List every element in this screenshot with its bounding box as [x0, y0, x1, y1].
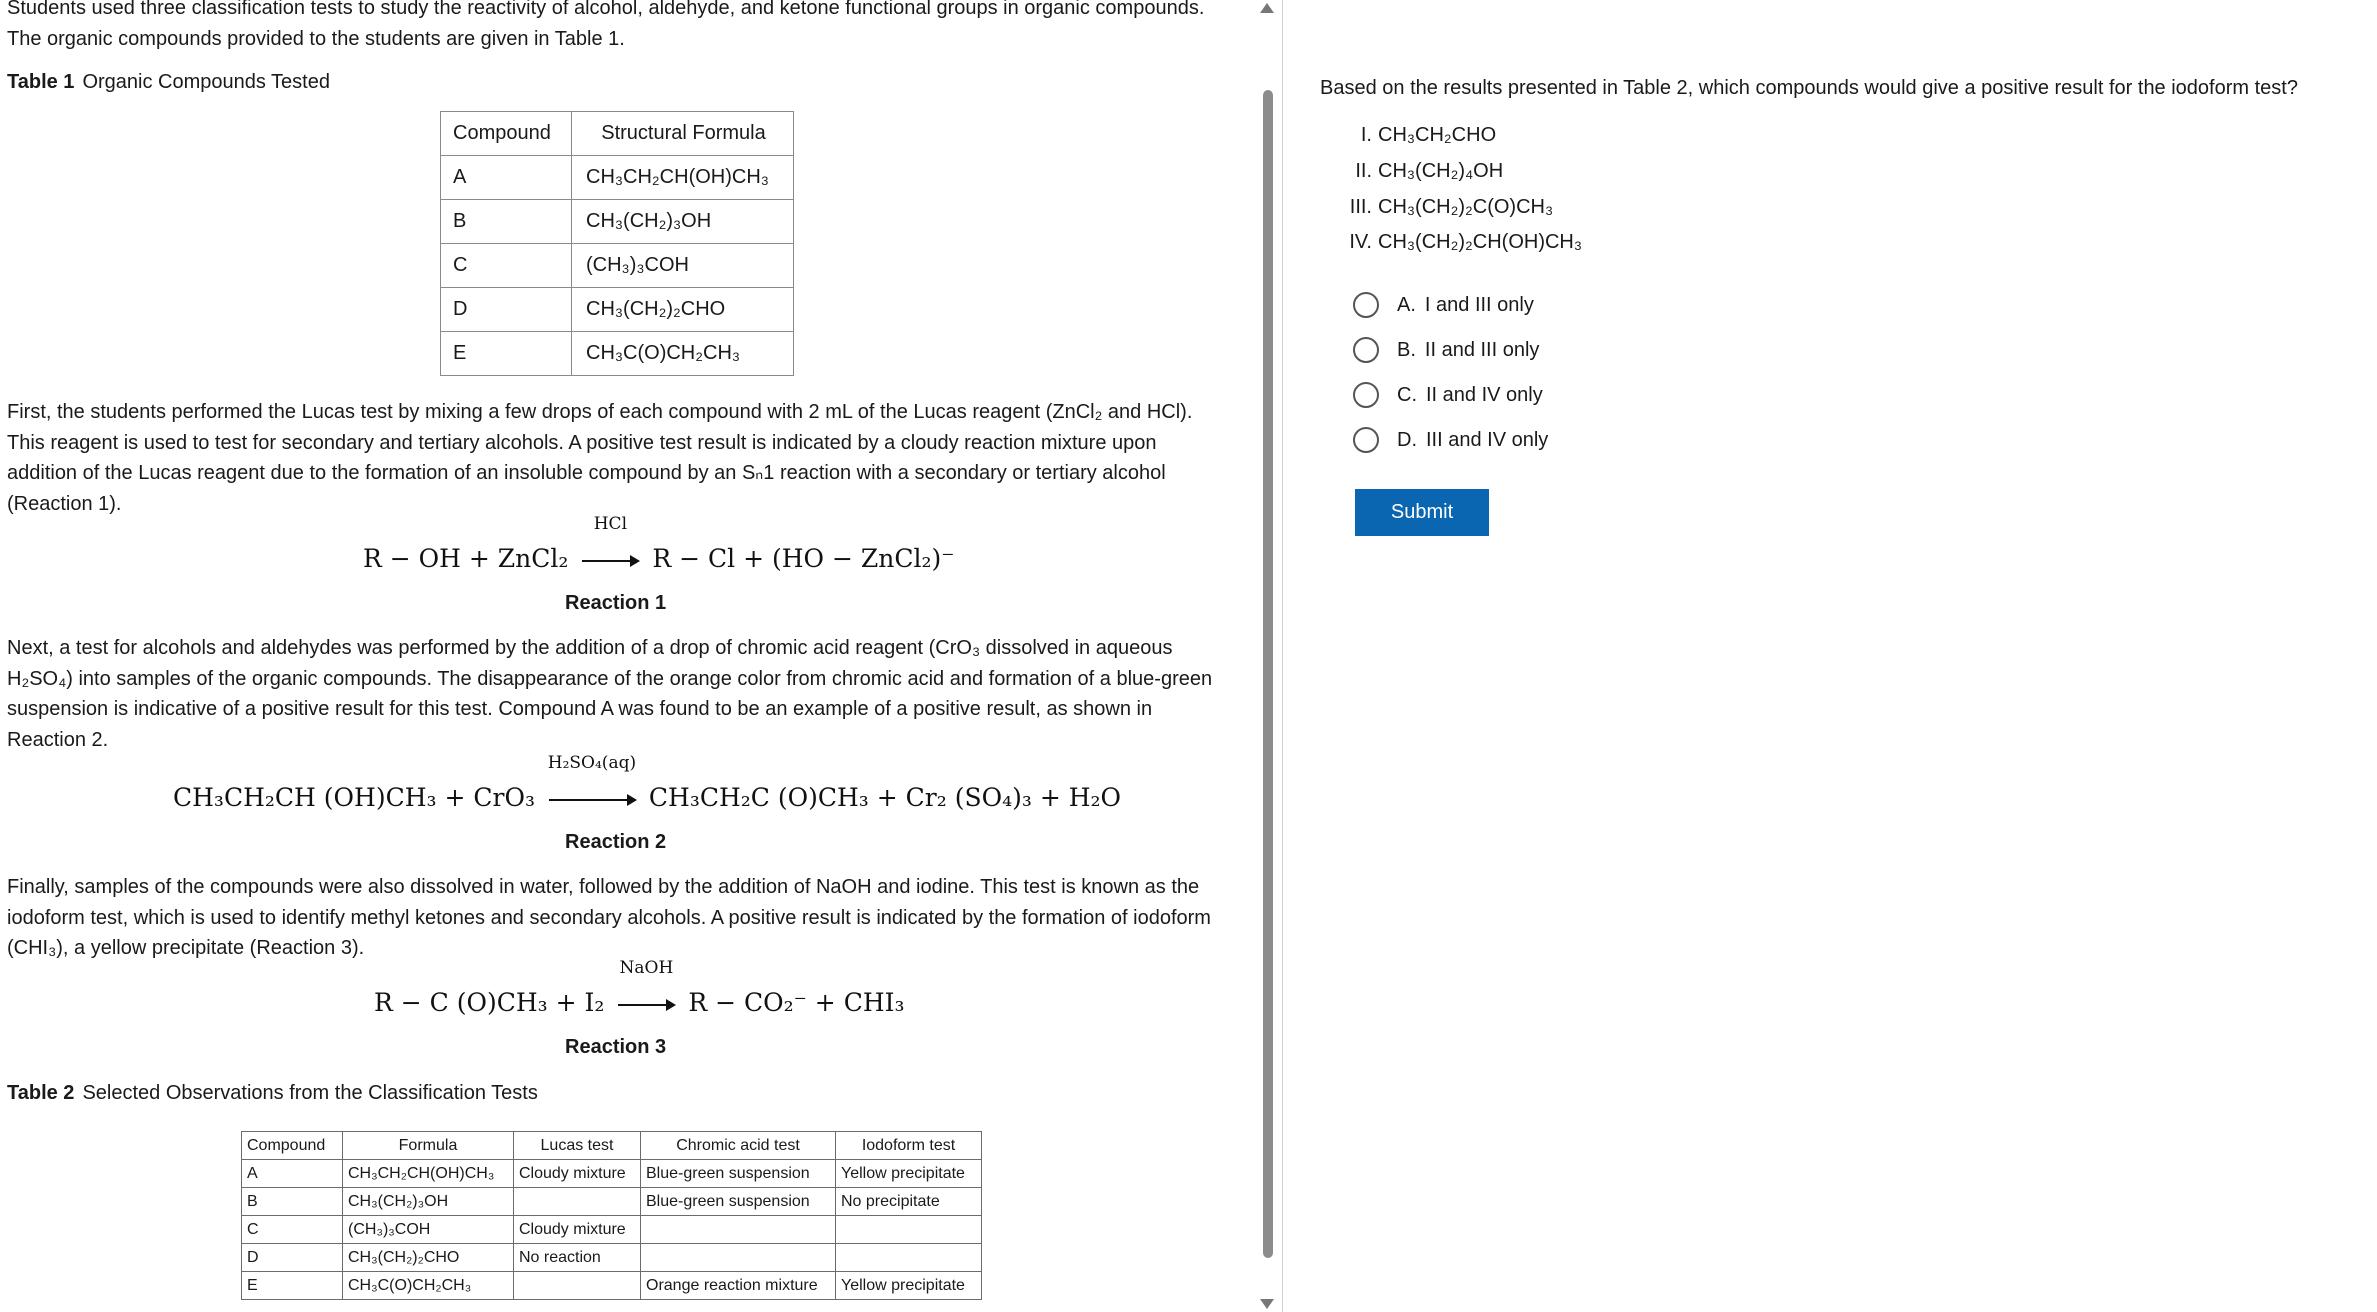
passage-scrollbar[interactable] [1256, 0, 1278, 1312]
chromic-paragraph: Next, a test for alcohols and aldehydes was performed by the addition of a drop of chromic acid reagent (CrO₃ dissolved in aqueous H₂SO₄) into samples of the organic compounds. The disappearance of the orange color from chromic acid and formation of a blue-green suspension is indicative of a positive result for this test. Compound A was found to be an example of a positive result, as shown in Reaction 2. [7, 637, 1213, 751]
iodoform-paragraph: Finally, samples of the compounds were also dissolved in water, followed by the addition of NaOH and iodine. This test is known as the iodoform test, which is used to identify methyl ketones and secondary alcohols. A positive result is indicated by the formation of iodoform (CHI₃), a yellow precipitate (Reaction 3). [7, 876, 1211, 959]
reaction3-reagent: NaOH [619, 958, 674, 978]
table2-cell [641, 1244, 836, 1272]
table-row [242, 1244, 982, 1272]
reaction3-reactants: R − C (O)CH₃ + I₂ [374, 988, 605, 1017]
table1-formula-cell: (CH₃)₃COH [572, 244, 794, 288]
table1-caption [7, 70, 330, 94]
table2-cell: B [242, 1188, 343, 1216]
panel-divider [1282, 0, 1283, 1312]
table2-cell: Yellow precipitate [836, 1272, 982, 1300]
table2-title: Selected Observations from the Classification Tests [82, 1082, 538, 1104]
roman-numeral: II. [1355, 160, 1372, 182]
scroll-thumb[interactable] [1263, 90, 1273, 1258]
table2-cell [836, 1244, 982, 1272]
reaction1-label: Reaction 1 [565, 592, 667, 614]
table2-cell: CH₃C(O)CH₂CH₃ [343, 1272, 514, 1300]
radio-button-icon[interactable] [1353, 337, 1379, 363]
table2-cell: Orange reaction mixture [641, 1272, 836, 1300]
question-stem: Based on the results presented in Table 2, which compounds would give a positive result for the iodoform test? [1320, 77, 2298, 99]
reaction1-reactants: R − OH + ZnCl₂ [363, 544, 569, 573]
lucas-paragraph: First, the students performed the Lucas test by mixing a few drops of each compound with 2 mL of the Lucas reagent (ZnCl₂ and HCl). This reagent is used to test for secondary and tertiary alcohols. A positive test result is indicated by a cloudy reaction mixture upon addition of the Lucas reagent due to the formation of an insoluble compound by an Sₙ1 reaction with a secondary or tertiary alcohol (Reaction 1). [7, 401, 1193, 515]
table1-header-cell: Compound [441, 112, 572, 156]
choice-text: I and III only [1424, 293, 1534, 316]
table2-cell: Blue-green suspension [641, 1160, 836, 1188]
table1-compound-cell: D [441, 288, 572, 332]
table2-cell: CH₃CH₂CH(OH)CH₃ [343, 1160, 514, 1188]
reaction3-equation [374, 958, 905, 1017]
table2-cell: Cloudy mixture [514, 1216, 641, 1244]
table-row [441, 332, 794, 376]
reaction2-products: CH₃CH₂C (O)CH₃ + Cr₂ (SO₄)₃ + H₂O [648, 783, 1122, 812]
table2-cell: C [242, 1216, 343, 1244]
table2-header-cell: Chromic acid test [641, 1132, 836, 1160]
table1 [440, 111, 794, 376]
choice-letter: C. [1397, 383, 1417, 406]
choice-d[interactable] [1353, 424, 1548, 456]
table2 [241, 1131, 982, 1300]
table2-header-cell: Iodoform test [836, 1132, 982, 1160]
reaction1-arrow [580, 514, 640, 573]
roman-numeral: I. [1360, 124, 1372, 146]
table2-label: Table 2 [7, 1082, 75, 1104]
intro-paragraph: Students used three classification tests to study the reactivity of alcohol, aldehyde, and ketone functional groups in organic compounds. The organic compounds provided to the students are given in Table 1. [7, 0, 1205, 50]
reaction2-reagent: H₂SO₄(aq) [547, 753, 637, 773]
table-row [441, 288, 794, 332]
reaction1-products: R − Cl + (HO − ZnCl₂)⁻ [652, 544, 955, 573]
choice-text: II and III only [1424, 338, 1540, 361]
reaction2-equation [173, 753, 1122, 812]
choice-b[interactable] [1353, 334, 1539, 366]
table1-compound-cell: B [441, 200, 572, 244]
table1-formula-cell: CH₃CH₂CH(OH)CH₃ [572, 156, 794, 200]
choice-a[interactable] [1353, 289, 1534, 321]
table1-title: Organic Compounds Tested [82, 71, 330, 93]
table2-cell [836, 1216, 982, 1244]
table1-formula-cell: CH₃C(O)CH₂CH₃ [572, 332, 794, 376]
table2-cell: No reaction [514, 1244, 641, 1272]
radio-button-icon[interactable] [1353, 427, 1379, 453]
table2-cell: (CH₃)₃COH [343, 1216, 514, 1244]
table1-compound-cell: A [441, 156, 572, 200]
table1-formula-cell: CH₃(CH₂)₃OH [572, 200, 794, 244]
roman-numeral: IV. [1349, 231, 1372, 253]
table-row [242, 1188, 982, 1216]
roman-item [1320, 160, 1503, 183]
table2-cell: A [242, 1160, 343, 1188]
roman-numeral: III. [1349, 196, 1372, 218]
table-row [441, 244, 794, 288]
roman-item [1320, 124, 1496, 147]
reaction1-reagent: HCl [593, 514, 628, 534]
table2-cell: Blue-green suspension [641, 1188, 836, 1216]
roman-item-text: CH₃(CH₂)₄OH [1378, 160, 1504, 182]
roman-item-text: CH₃(CH₂)₂C(O)CH₃ [1378, 196, 1554, 218]
table1-formula-cell: CH₃(CH₂)₂CHO [572, 288, 794, 332]
reaction1-equation [363, 514, 955, 573]
reaction3-products: R − CO₂⁻ + CHI₃ [688, 988, 905, 1017]
roman-item [1320, 196, 1553, 219]
table1-header-row [441, 112, 794, 156]
table1-label: Table 1 [7, 71, 75, 93]
reaction3-label: Reaction 3 [565, 1036, 667, 1058]
radio-button-icon[interactable] [1353, 382, 1379, 408]
choice-text: II and IV only [1426, 383, 1543, 406]
table1-compound-cell: E [441, 332, 572, 376]
table2-cell: No precipitate [836, 1188, 982, 1216]
choice-letter: A. [1397, 293, 1416, 316]
table2-cell: Yellow precipitate [836, 1160, 982, 1188]
roman-item-text: CH₃CH₂CHO [1378, 124, 1497, 146]
table2-cell: CH₃(CH₂)₃OH [343, 1188, 514, 1216]
table2-header-cell: Lucas test [514, 1132, 641, 1160]
table-row [441, 156, 794, 200]
table2-cell: CH₃(CH₂)₂CHO [343, 1244, 514, 1272]
radio-button-icon[interactable] [1353, 292, 1379, 318]
reaction2-arrow [547, 753, 637, 812]
reaction3-arrow [616, 958, 676, 1017]
table2-cell [641, 1216, 836, 1244]
table-row [441, 200, 794, 244]
table2-cell: D [242, 1244, 343, 1272]
reaction2-reactants: CH₃CH₂CH (OH)CH₃ + CrO₃ [173, 783, 535, 812]
table-row [242, 1160, 982, 1188]
table1-compound-cell: C [441, 244, 572, 288]
choice-letter: B. [1397, 338, 1416, 361]
scroll-up-arrow-icon[interactable] [1260, 3, 1274, 13]
choice-letter: D. [1397, 428, 1417, 451]
table-row [242, 1216, 982, 1244]
table2-cell: Cloudy mixture [514, 1160, 641, 1188]
scroll-down-arrow-icon[interactable] [1260, 1299, 1274, 1309]
table2-caption [7, 1081, 538, 1105]
submit-button[interactable]: Submit [1355, 489, 1489, 536]
table2-cell [514, 1272, 641, 1300]
roman-item-text: CH₃(CH₂)₂CH(OH)CH₃ [1378, 231, 1583, 253]
table1-header-cell: Structural Formula [572, 112, 794, 156]
choice-c[interactable] [1353, 379, 1543, 411]
table2-cell: E [242, 1272, 343, 1300]
roman-item [1320, 231, 1582, 254]
table-row [242, 1272, 982, 1300]
choice-text: III and IV only [1426, 428, 1549, 451]
question-panel [1320, 0, 2370, 1312]
table2-header-cell: Compound [242, 1132, 343, 1160]
reaction2-label: Reaction 2 [565, 831, 667, 853]
table2-cell [514, 1188, 641, 1216]
table2-header-cell: Formula [343, 1132, 514, 1160]
table2-header-row [242, 1132, 982, 1160]
